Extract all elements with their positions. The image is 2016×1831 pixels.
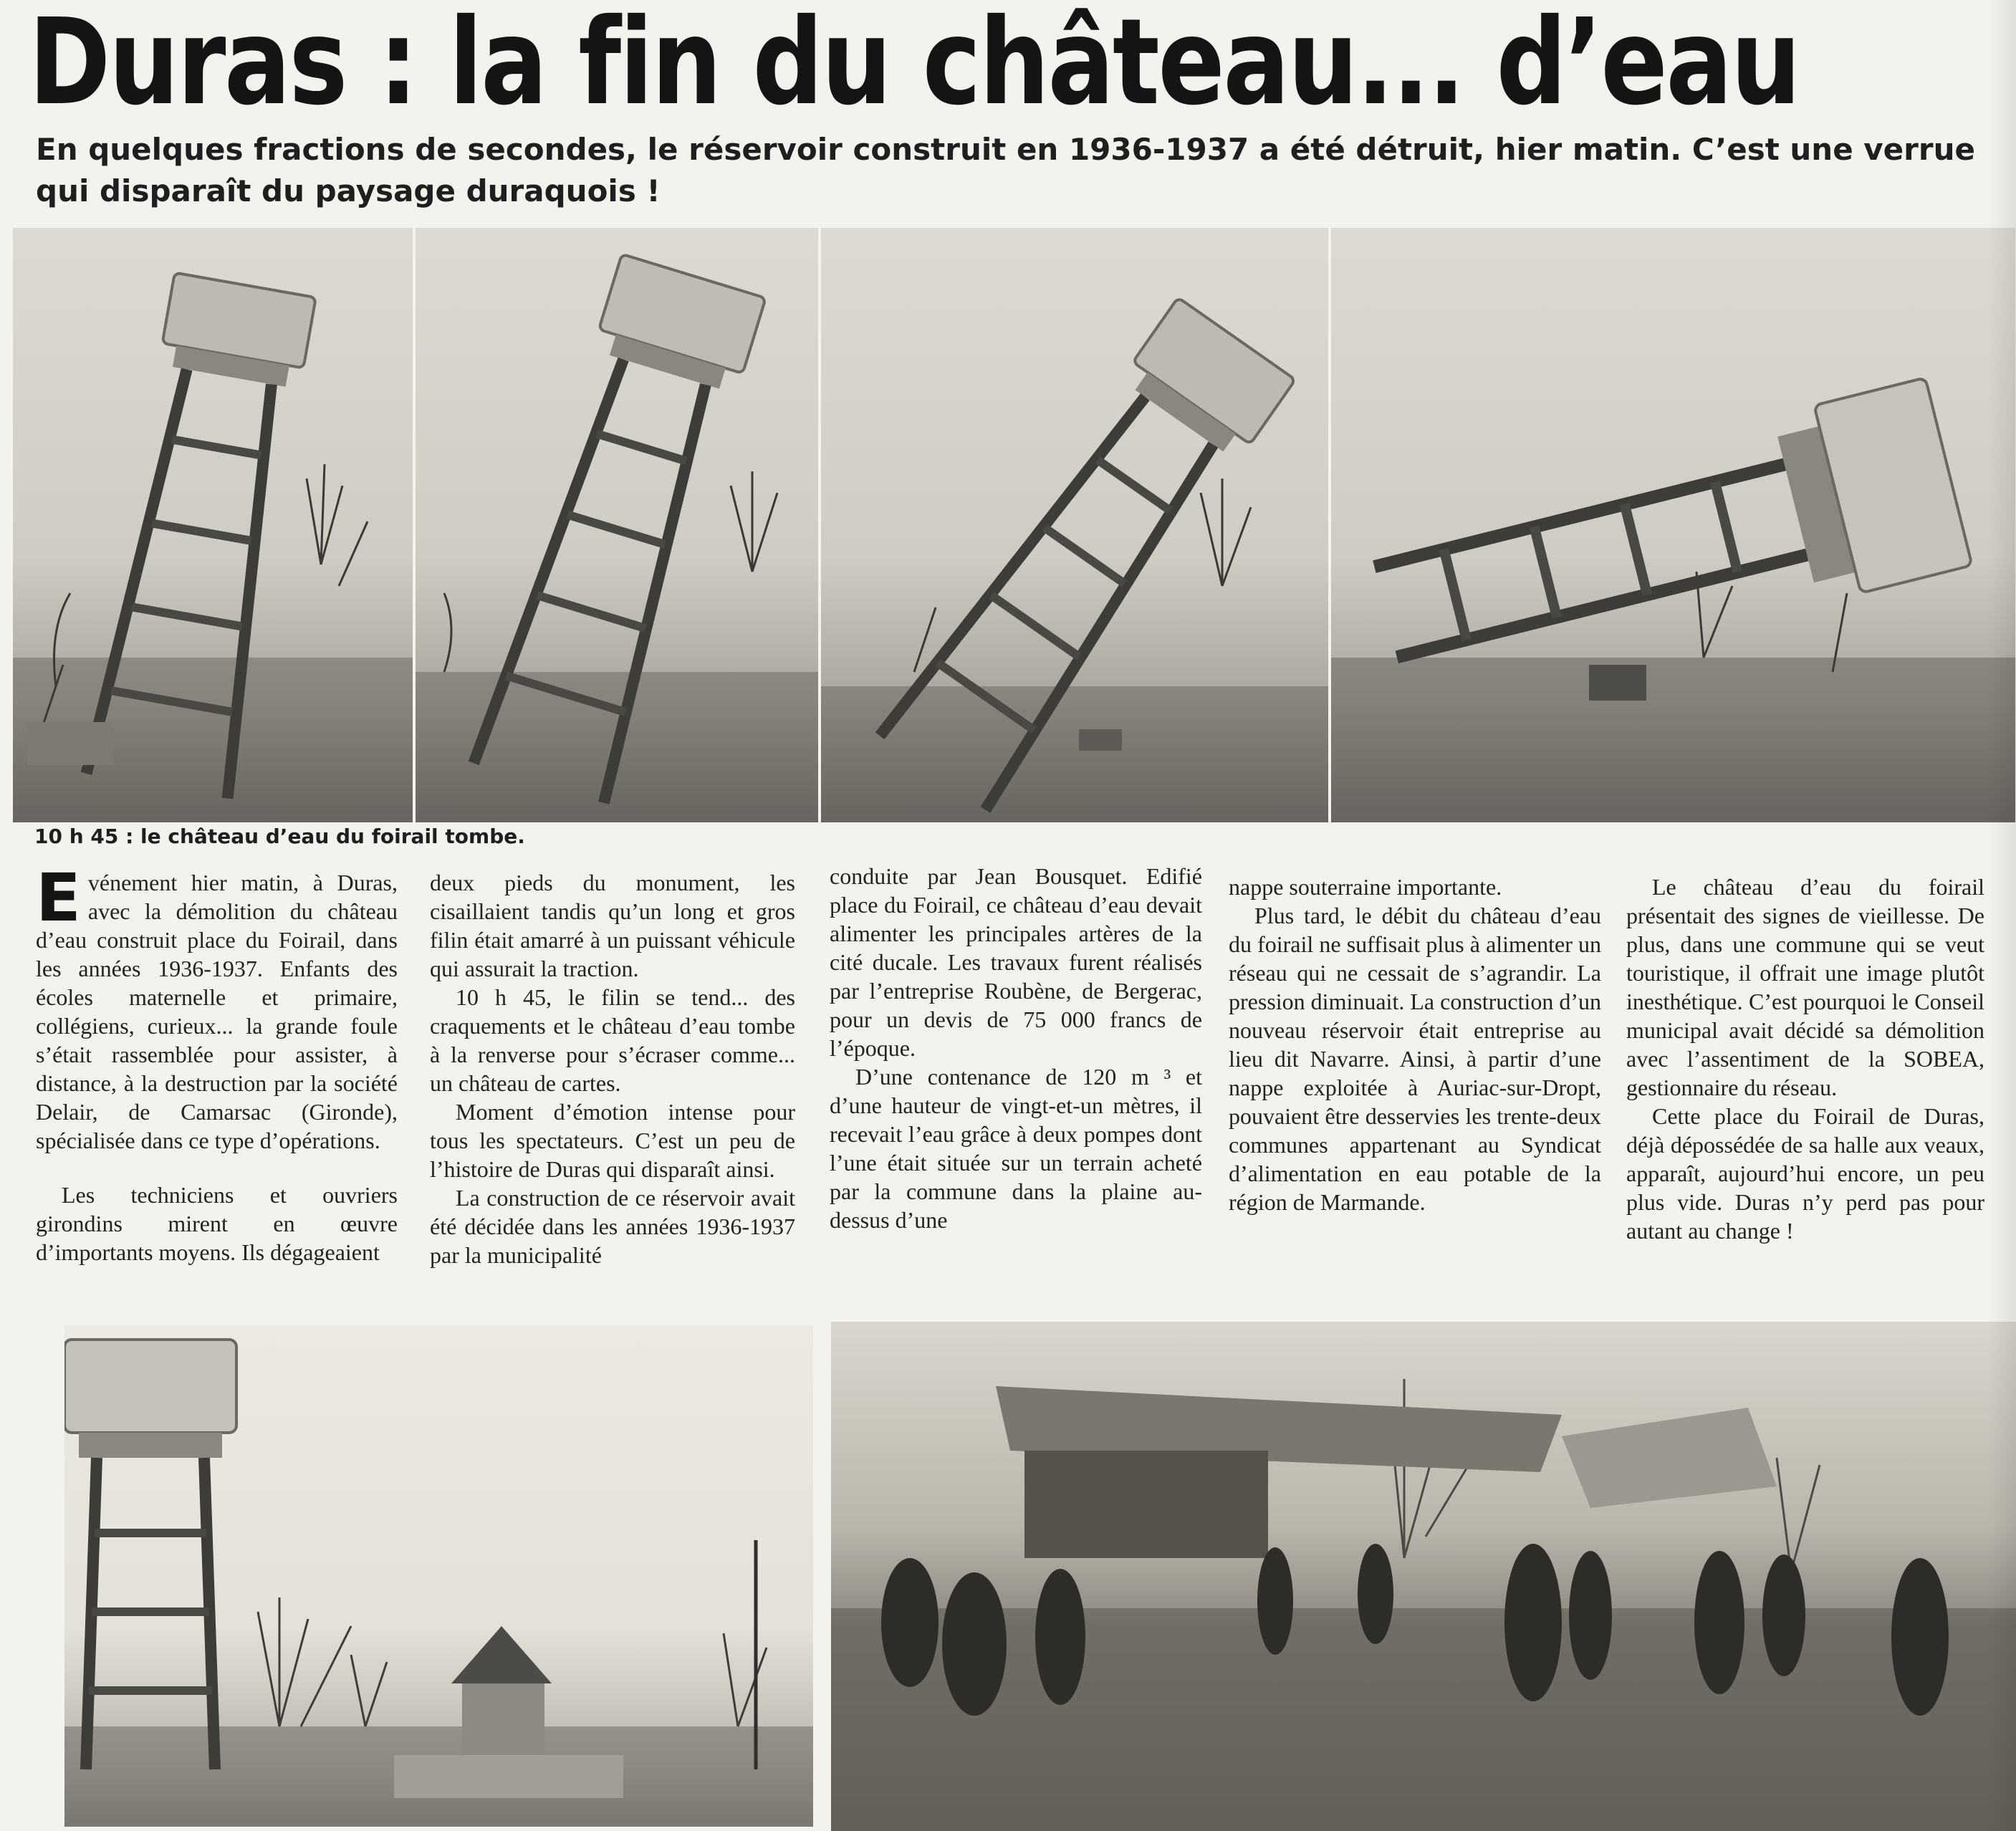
photo-tower-before-demolition bbox=[64, 1325, 813, 1827]
article-column-1 bbox=[36, 860, 398, 1267]
article-column-3 bbox=[830, 862, 1202, 1234]
paragraph: Les techniciens et ouvriers girondins mirent en œuvre d’importants moyens. Ils dégageaient bbox=[36, 1182, 398, 1265]
paragraph: Cette place du Foirail de Duras, déjà dépossédée de sa halle aux veaux, apparaît, aujourd’hui encore, un peu plus vide. Duras n’y perd pas pour autant au change ! bbox=[1626, 1103, 1984, 1244]
subheadline: En quelques fractions de secondes, le réservoir construit en 1936-1937 a été détruit, hier matin. C’est une verrue qui disparaît du paysage duraquois ! bbox=[36, 132, 1975, 208]
paragraph: Le château d’eau du foirail présentait des signes de vieillesse. De plus, dans une commune qui se veut touristique, il offrait une image plutôt inesthétique. C’est pourquoi le Conseil municipal avait décidé sa démolition avec l’assentiment de la SOBEA, gestionnaire du réseau. bbox=[1626, 874, 1984, 1100]
paragraph: conduite par Jean Bousquet. Edifié place du Foirail, ce château d’eau devait alimenter les principales artères de la cité ducale. Les travaux furent réalisés par l’entreprise Roubène, de Bergerac, pour un devis de 75 000 francs de l’époque. bbox=[830, 863, 1202, 1061]
photo-tower-tilting bbox=[416, 228, 818, 822]
photo-caption: 10 h 45 : le château d’eau du foirail tombe. bbox=[34, 825, 525, 848]
paragraph: vénement hier matin, à Duras, avec la démolition du château d’eau construit place du Foirail, dans les années 1936-1937. Enfants des écoles maternelle et primaire, collégiens, curieux... la grande foule s’était rassemblée pour assister, à distance, à la destruction par la société Delair, de Camarsac (Gironde), spécialisée dans ce type d’opérations. bbox=[36, 870, 398, 1153]
photo-crowd-at-ruins bbox=[831, 1322, 2016, 1831]
paragraph: 10 h 45, le filin se tend... des craquements et le château d’eau tombe à la renverse pour s’écraser comme... un château de cartes. bbox=[430, 984, 795, 1096]
photo-sequence bbox=[13, 228, 2015, 822]
paragraph: nappe souterraine importante. bbox=[1229, 874, 1502, 900]
paragraph: Plus tard, le débit du château d’eau du foirail ne suffisait plus à alimenter un réseau qui ne cessait de s’agrandir. La pression diminuait. La construction d’un nouveau réservoir était entreprise au lieu dit Navarre. Ainsi, à partir d’une nappe exploitée à Auriac-sur-Dropt, pouvaient être desservies les trente-deux communes appartenant au Syndicat d’alimentation en eau potable de la région de Marmande. bbox=[1229, 903, 1601, 1215]
photo-tower-falling bbox=[821, 228, 1328, 822]
photo-tower-collapsed bbox=[1331, 228, 2015, 822]
headline: Duras : la fin du château... d’eau bbox=[29, 0, 1800, 132]
drop-cap: E bbox=[36, 860, 81, 936]
paragraph: La construction de ce réservoir avait été décidée dans les années 1936-1937 par la municipalité bbox=[430, 1185, 795, 1268]
paragraph: deux pieds du monument, les cisaillaient tandis qu’un long et gros filin était amarré à un puissant véhicule qui assurait la traction. bbox=[430, 870, 795, 981]
article-column-4 bbox=[1229, 873, 1601, 1216]
paragraph: Moment d’émotion intense pour tous les spectateurs. C’est un peu de l’histoire de Duras qui disparaît ainsi. bbox=[430, 1099, 795, 1182]
article-column-5 bbox=[1626, 873, 1984, 1245]
article-column-2 bbox=[430, 868, 795, 1269]
paper-edge-shadow bbox=[1987, 0, 2016, 1831]
paragraph: D’une contenance de 120 m ³ et d’une hauteur de vingt-et-un mètres, il recevait l’eau grâce à deux pompes dont l’une était située sur un terrain acheté par la commune dans la plaine au-dessus d’une bbox=[830, 1064, 1202, 1233]
photo-tower-standing bbox=[13, 228, 413, 822]
